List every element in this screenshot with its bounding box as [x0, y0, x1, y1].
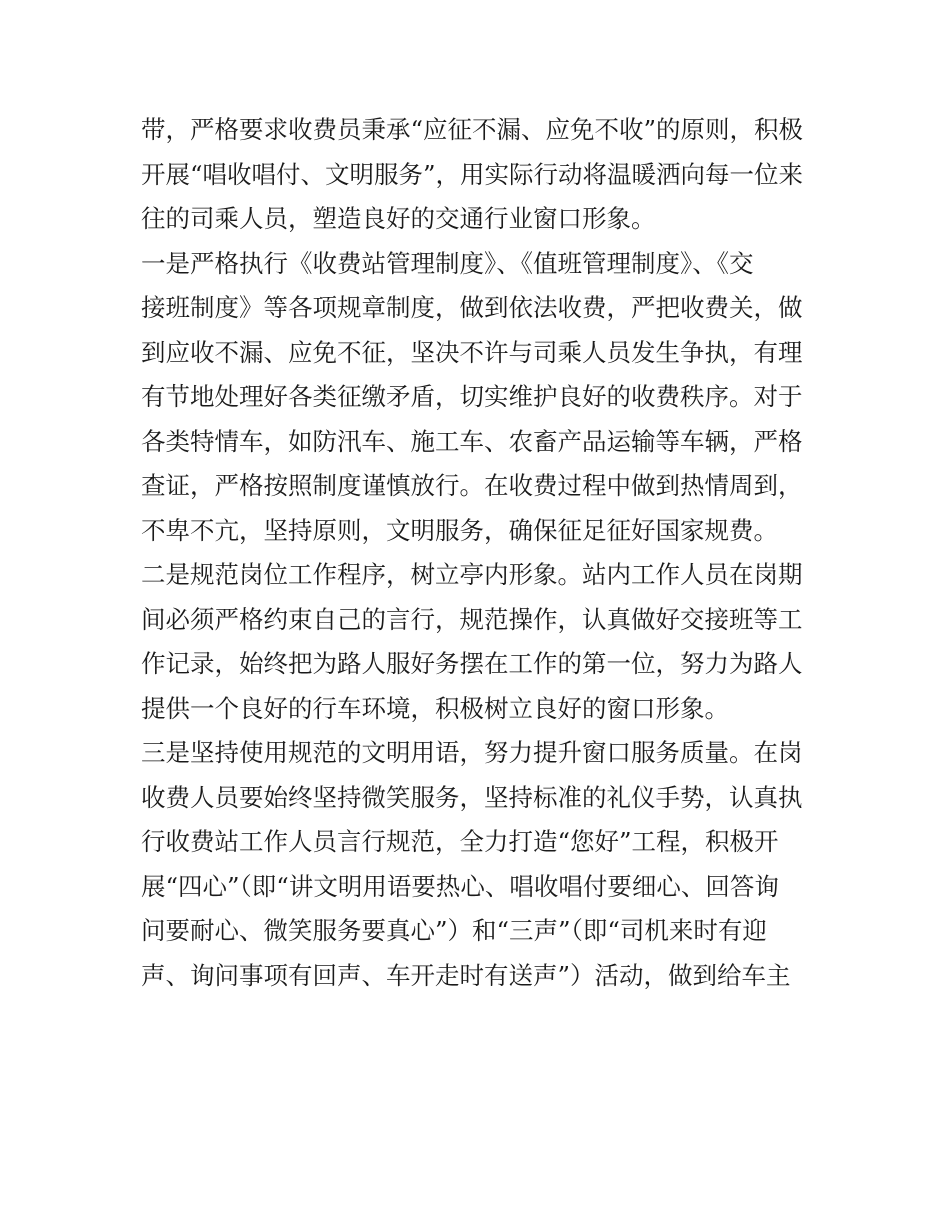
text-line: 三是坚持使用规范的文明用语，努力提升窗口服务质量。在岗: [141, 738, 803, 767]
text-line: 间必须严格约束自己的言行，规范操作，认真做好交接班等工: [141, 604, 803, 634]
text-line: 一是严格执行《收费站管理制度》、《值班管理制度》、《交: [141, 248, 754, 278]
text-line: 开展“唱收唱付、文明服务”，用实际行动将温暖洒向每一位来: [141, 159, 804, 189]
text-line: 接班制度》等各项规章制度，做到依法收费，严把收费关，做: [141, 293, 803, 322]
text-line: 查证，严格按照制度谨慎放行。在收费过程中做到热情周到，: [141, 471, 803, 500]
text-line: 各类特情车，如防汛车、施工车、农畜产品运输等车辆，严格: [141, 426, 803, 456]
text-line: 收费人员要始终坚持微笑服务，坚持标准的礼仪手势，认真执: [141, 782, 803, 812]
document-body: [141, 108, 821, 998]
text-line: 提供一个良好的行车环境，积极树立良好的窗口形象。: [141, 693, 729, 723]
text-line: 往的司乘人员，塑造良好的交通行业窗口形象。: [141, 204, 656, 233]
text-line: 行收费站工作人员言行规范，全力打造“您好”工程，积极开: [141, 827, 779, 856]
text-line: 问要耐心、微笑服务要真心”）和“三声”（即“司机来时有迎: [141, 916, 767, 945]
text-line: 二是规范岗位工作程序，树立亭内形象。站内工作人员在岗期: [141, 560, 803, 589]
text-line: 声、询问事项有回声、车开走时有送声”）活动，做到给车主: [141, 960, 791, 990]
text-line: 不卑不亢，坚持原则，文明服务，确保征足征好国家规费。: [141, 515, 778, 545]
text-line: 有节地处理好各类征缴矛盾，切实维护良好的收费秩序。对于: [141, 382, 803, 411]
text-line: 带，严格要求收费员秉承“应征不漏、应免不收”的原则，积极: [141, 115, 804, 144]
text-line: 到应收不漏、应免不征，坚决不许与司乘人员发生争执，有理: [141, 337, 803, 367]
text-line: 展“四心”（即“讲文明用语要热心、唱收唱付要细心、回答询: [141, 871, 779, 901]
text-line: 作记录，始终把为路人服好务摆在工作的第一位，努力为路人: [141, 649, 803, 678]
